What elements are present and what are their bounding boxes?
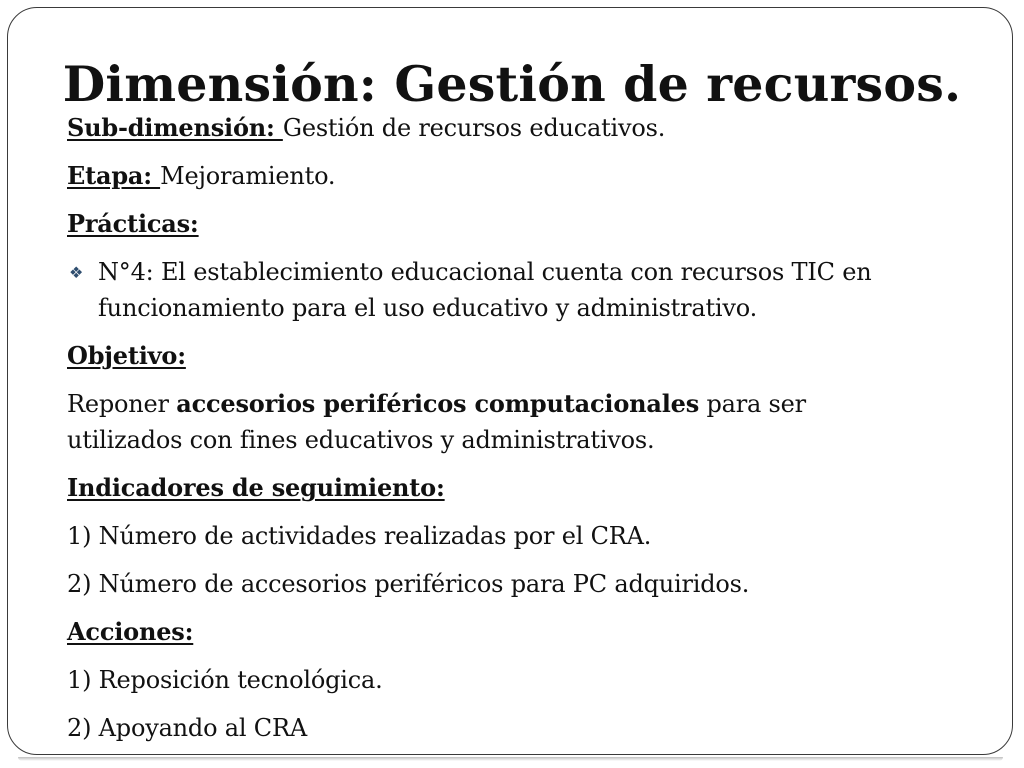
indicador-item: 1) Número de actividades realizadas por el CRA. [67,522,652,550]
objetivo-text-line1 [67,386,987,422]
diamond-bullet-icon: ❖ [69,263,84,282]
etapa-line [67,158,987,194]
practice-item [67,254,987,326]
practicas-label: Prácticas: [67,209,199,238]
objetivo-suffix: para ser [699,390,806,418]
subdimension-label: Sub-dimensión: [67,113,283,142]
subdimension-value: Gestión de recursos educativos. [282,114,666,142]
practice-item-line1: N°4: El establecimiento educacional cuenta con recursos TIC en [98,258,872,286]
slide-title: Dimensión: Gestión de recursos. [62,55,962,113]
acciones-heading [67,614,987,650]
indicadores-label: Indicadores de seguimiento: [67,473,445,502]
objetivo-heading [67,338,987,374]
accion-item: 2) Apoyando al CRA [67,714,307,742]
acciones-label: Acciones: [67,617,194,646]
etapa-value: Mejoramiento. [160,162,336,190]
practicas-heading [67,206,987,242]
subdimension-line [67,110,987,146]
indicadores-heading [67,470,987,506]
objetivo-bold-phrase: accesorios periféricos computacionales [176,389,700,418]
accion-item: 1) Reposición tecnológica. [67,666,383,694]
objetivo-text-line2 [67,422,987,458]
objetivo-label: Objetivo: [67,341,186,370]
slide-content [67,110,987,758]
practice-item-line2: funcionamiento para el uso educativo y administrativo. [98,294,758,322]
etapa-label: Etapa: [67,161,161,190]
indicador-item: 2) Número de accesorios periféricos para PC adquiridos. [67,570,750,598]
objetivo-prefix: Reponer [67,390,177,418]
objetivo-line2: utilizados con fines educativos y administrativos. [67,426,655,454]
